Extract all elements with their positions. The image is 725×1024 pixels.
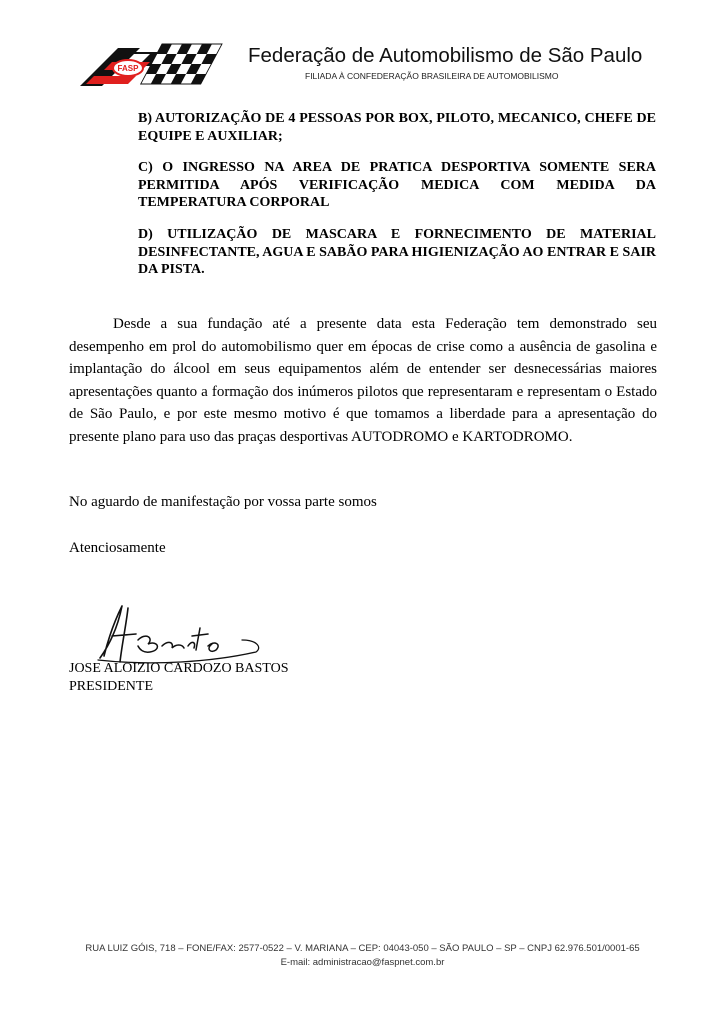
fasp-logo — [78, 40, 230, 88]
organization-subtitle: FILIADA À CONFEDERAÇÃO BRASILEIRA DE AUTOMOBILISMO — [305, 71, 559, 81]
signer-role: PRESIDENTE — [69, 679, 153, 694]
logo-text: FASP — [117, 64, 139, 73]
footer-address: RUA LUIZ GÓIS, 718 – FONE/FAX: 2577-0522 – V. MARIANA – CEP: 04043-050 – SÃO PAULO – SP – CNPJ 62.976.501/0001-65 — [85, 943, 640, 954]
clause-b: B) AUTORIZAÇÃO DE 4 PESSOAS POR BOX, PILOTO, MECANICO, CHEFE DE EQUIPE E AUXILIAR; — [138, 111, 656, 144]
footer-email: E-mail: administracao@faspnet.com.br — [280, 957, 445, 968]
organization-title: Federação de Automobilismo de São Paulo — [248, 44, 643, 67]
closing-request: No aguardo de manifestação por vossa parte somos — [69, 494, 377, 510]
clause-d: D) UTILIZAÇÃO DE MASCARA E FORNECIMENTO DE MATERIAL DESINFECTANTE, AGUA E SABÃO PARA HIGIENIZAÇÃO AO ENTRAR E SAIR DA PISTA. — [138, 227, 656, 277]
signer-name: JOSE ALOIZIO CARDOZO BASTOS — [69, 661, 289, 676]
closing-regards: Atenciosamente — [69, 540, 166, 556]
body-paragraph: Desde a sua fundação até a presente data esta Federação tem demonstrado seu desempenho em prol do automobilismo quer em épocas de crise como a ausência de gasolina e implantação do álcool em seus equipamentos além de entender ser desnecessárias maiores apresentações quanto a formação dos inúmeros pilotos que representaram e representam o Estado de São Paulo, e por este mesmo motivo é que tomamos a liberdade para a apresentação do presente plano para uso das praças desportivas AUTODROMO e KARTODROMO. — [69, 316, 657, 445]
handwritten-signature — [92, 600, 264, 670]
clause-c: C) O INGRESSO NA AREA DE PRATICA DESPORTIVA SOMENTE SERA PERMITIDA APÓS VERIFICAÇÃO MEDICA COM MEDIDA DA TEMPERATURA CORPORAL — [138, 160, 656, 210]
